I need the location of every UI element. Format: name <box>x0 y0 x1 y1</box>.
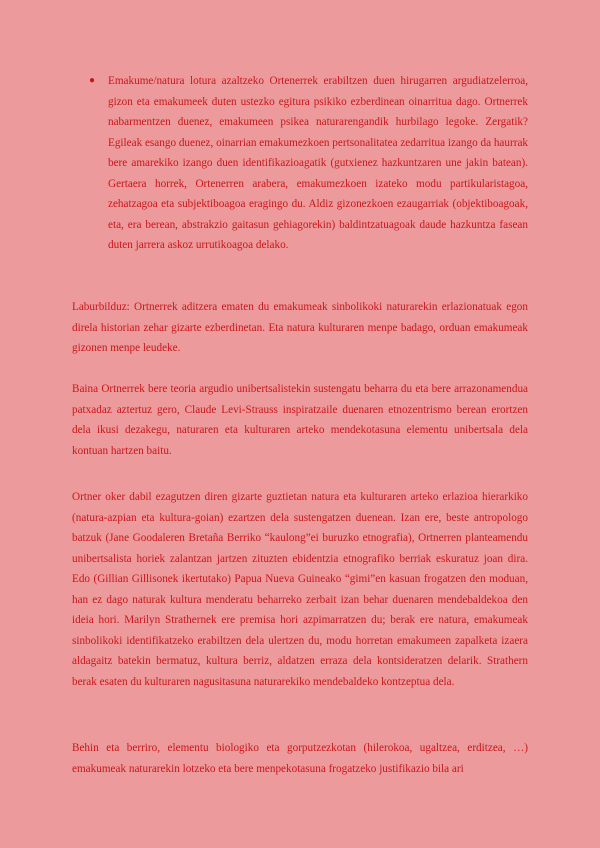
paragraph-ethnography: Ortner oker dabil ezagutzen diren gizarte guztietan natura eta kulturaren arteko erlazioa hierarkiko (natura-azpian eta kultura-goian) ezartzen dela sustengatzen duenean. Izan ere, beste antropologo batzuk (Jane Goodaleren Bretaña Berriko “kaulong”ei buruzko etnografia), Ortnerren planteamendu unibertsalista horiek zalantzan jartzen zituzten ebidentzia etnografiko berriak eskuratuz joan dira. Edo (Gillian Gillisonek ikertutako) Papua Nueva Guineako “gimi”en kasuan frogatzen den moduan, han ez dago naturak kultura menderatu beharreko zerbait izan behar duenaren mendebaldekoa den ideia hori. Marilyn Strathernek ere premisa hori azpimarratzen du; berak ere natura, emakumeak sinbolikoki identifikatzeko erabiltzen dela ulertzen du, modu horretan emakumeen zapalketa izaera aldagaitz batekin bermatuz, kultura berriz, aldatzen erraza dela kontsideratzen delarik. Strathern berak esaten du kulturaren nagusitasuna naturarekiko mendebaldeko kontzeptua dela. <box>72 491 528 688</box>
paragraph-summary: Laburbilduz: Ortnerrek aditzera ematen du emakumeak sinbolikoki naturarekin erlazionatuak egon direla historian zehar gizarte ezberdinetan. Eta natura kulturaren menpe badago, orduan emakumeak gizonen menpe leudeke. <box>72 301 528 354</box>
bullet-marker: ● <box>89 75 96 86</box>
bullet-paragraph: Emakume/natura lotura azaltzeko Ortenerrek erabiltzen duen hirugarren argudiatzelerroa, gizon eta emakumeek duten ustezko egitura psikiko ezberdinean oinarritua dago. Ortnerrek nabarmentzen duenez, emakumeen psikea naturarengandik hurbilago legoke. Zergatik? Egileak esango duenez, oinarrian emakumezkoen pertsonalitatea zedarritua izango da haurrak bere amarekiko izango duen identifikazioagatik (gutxienez hazkuntzaren une jakin batean). Gertaera horrek, Ortenerren arabera, emakumezkoen izateko modu partikularistagoa, zehatzagoa eta subjektiboagoa eragingo du. Aldiz gizonezkoen ezaugarriak (objektiboagoak, eta, era berean, abstrakzio gaitasun gehiagorekin) baldintzatuagoak daude hazkuntza fasean duten jarrera askoz urrutikoagoa delako. <box>108 75 528 251</box>
paragraph-biology: Behin eta berriro, elementu biologiko eta gorputzezkotan (hilerokoa, ugaltzea, erditzea, …) emakumeak naturarekin lotzeko eta bere menpekotasuna frogatzeko justifikazio bila ari <box>72 742 528 775</box>
paragraph-critique: Baina Ortnerrek bere teoria argudio unibertsalistekin sustengatu beharra du eta bere arrazonamendua patxadaz aztertuz gero, Claude Levi-Strauss inspiratzaile duenaren etnozentrismo berean erortzen dela ikusi dezakegu, naturaren eta kulturaren arteko mendekotasuna elementu unibertsala dela kontuan hartzen baitu. <box>72 383 528 457</box>
